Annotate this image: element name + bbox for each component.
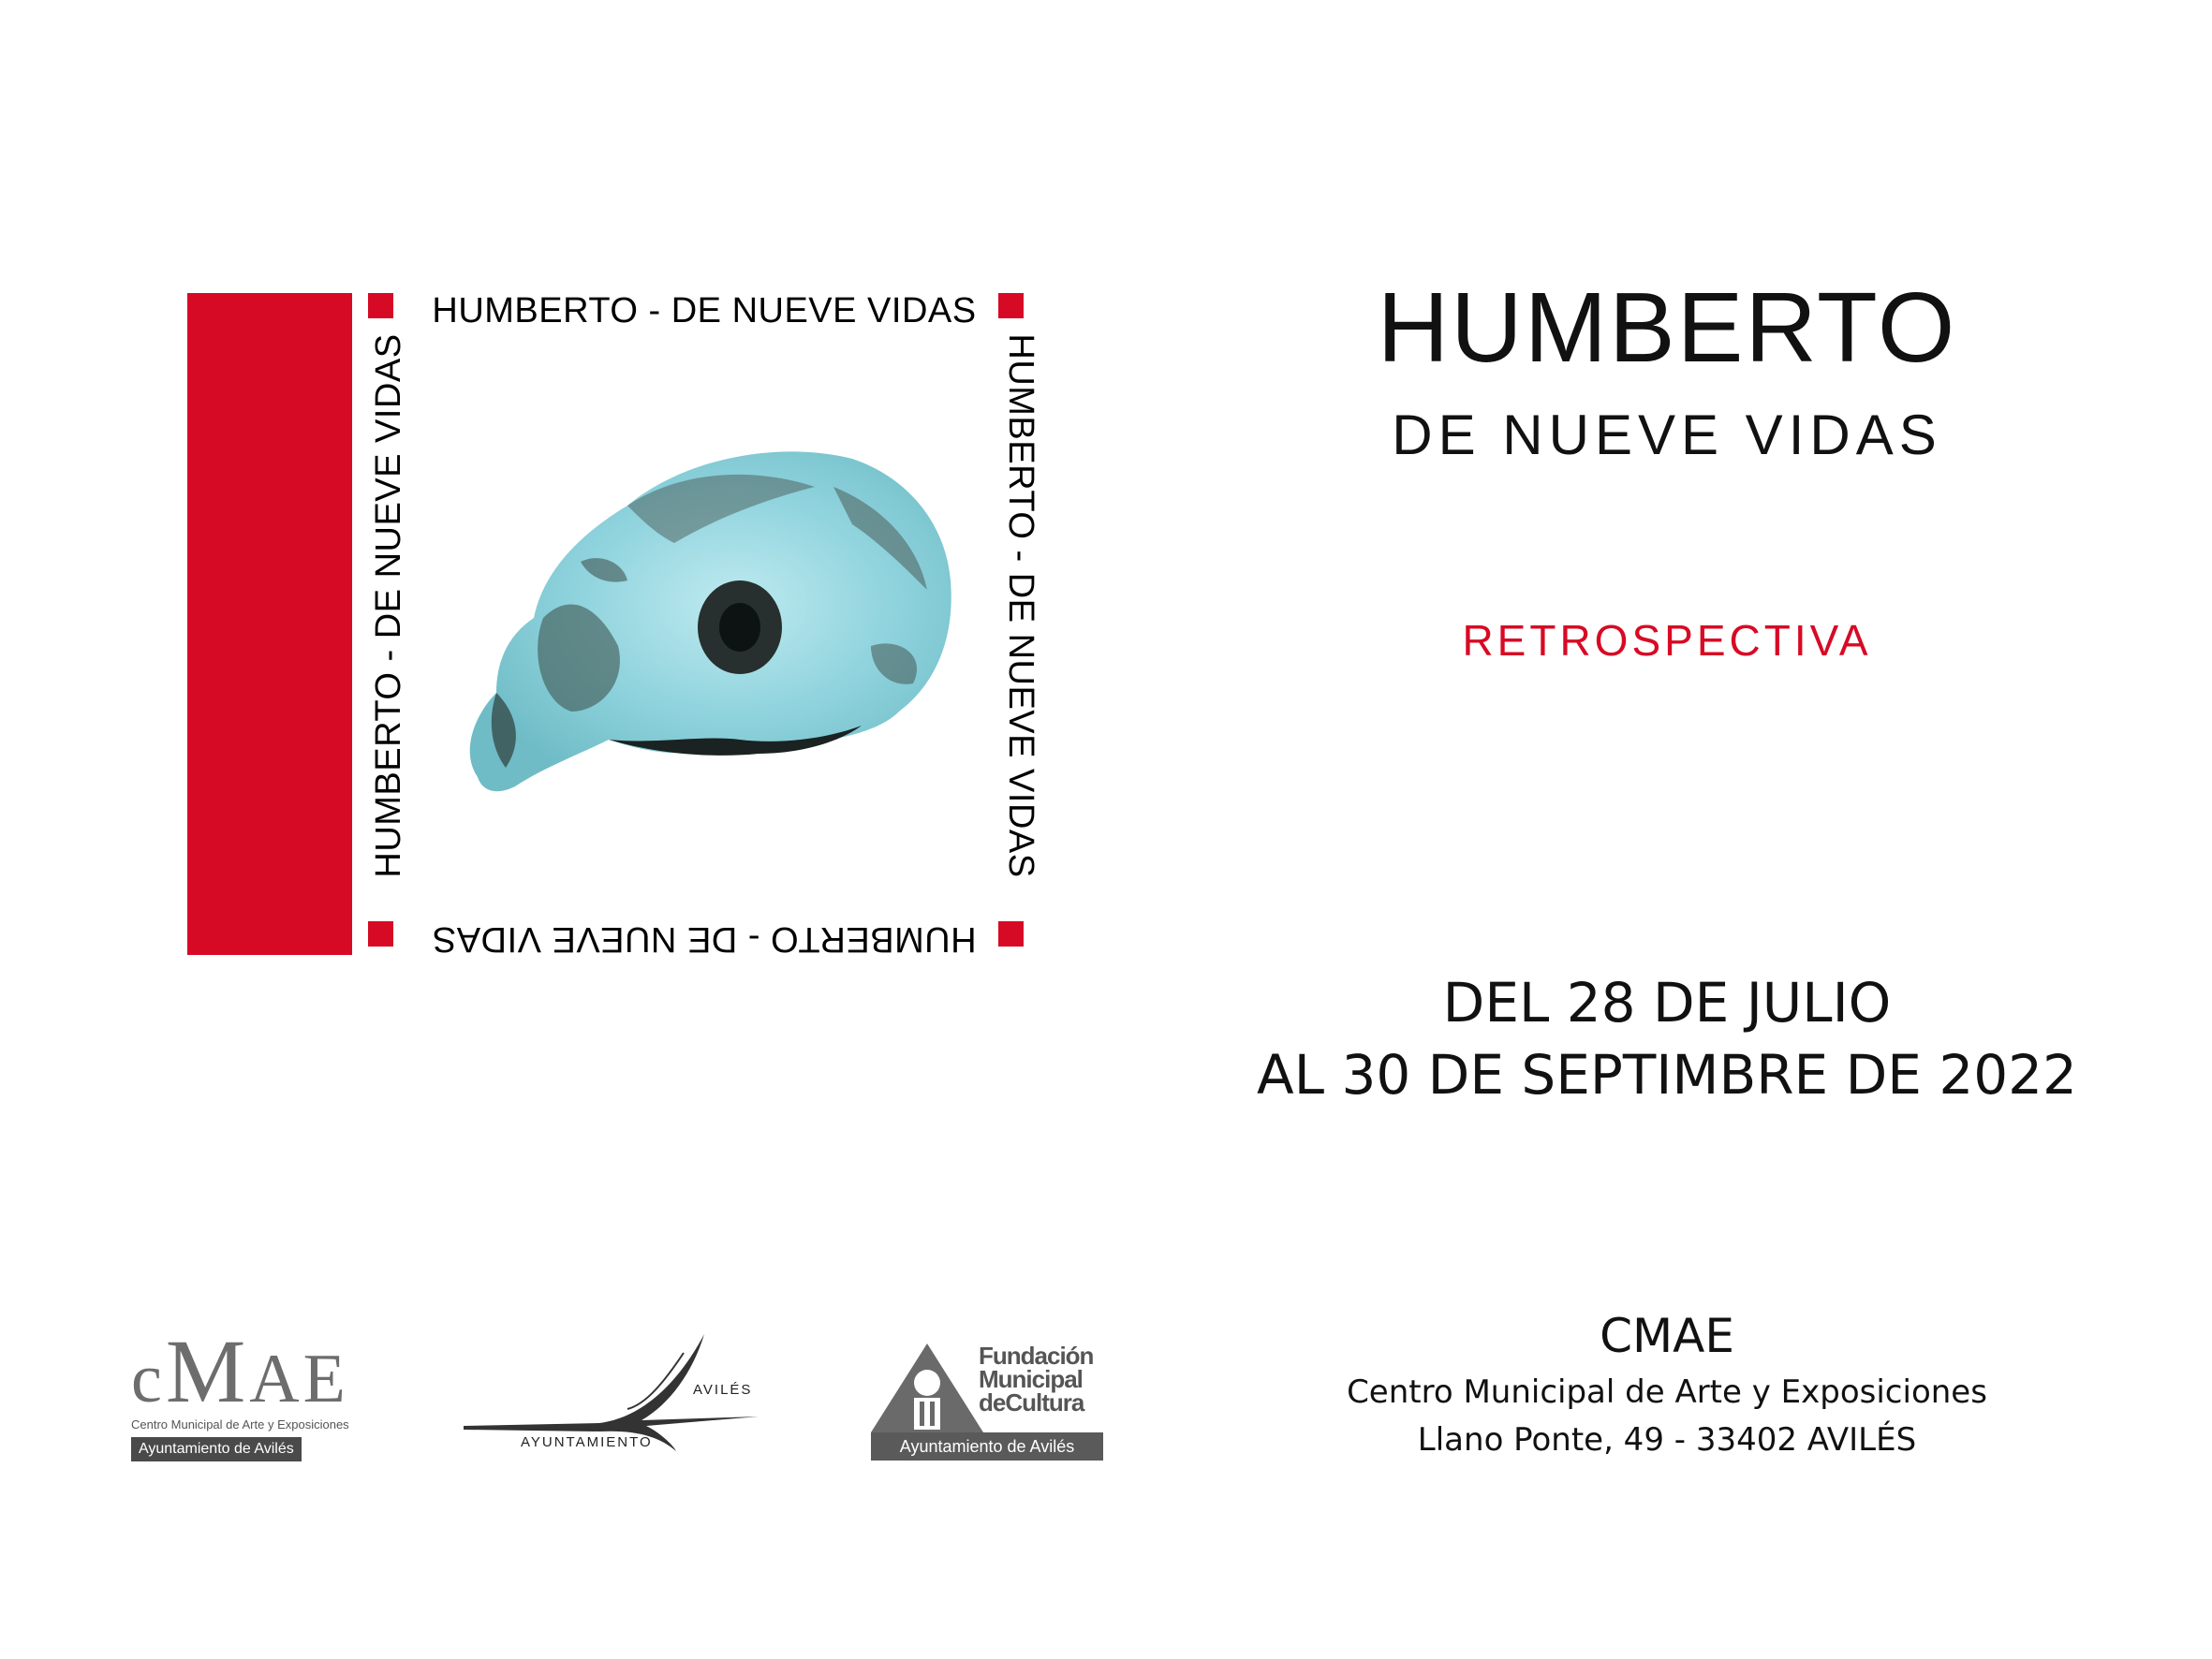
exhibition-subtitle: DE NUEVE VIDAS — [1392, 404, 1942, 466]
cmae-logo-ae: AE — [249, 1341, 349, 1417]
venue-address: Llano Ponte, 49 - 33402 AVILÉS — [1417, 1421, 1917, 1459]
cmae-logo-c: c — [131, 1341, 166, 1417]
exhibition-type: RETROSPECTIVA — [1462, 616, 1872, 665]
skull-painting — [440, 431, 965, 824]
ayuntamiento-city-label: AVILÉS — [693, 1382, 753, 1398]
cmae-logo-m: M — [165, 1321, 250, 1421]
date-line-start: DEL 28 DE JULIO — [1442, 971, 1892, 1035]
exhibition-title: HUMBERTO — [1377, 272, 1957, 383]
cmae-logo-bar: Ayuntamiento de Avilés — [131, 1437, 302, 1461]
cmae-logo-subtitle: Centro Municipal de Arte y Exposiciones — [131, 1417, 349, 1431]
fundacion-cultura-name: Fundación Municipal deCultura — [979, 1342, 1094, 1417]
cmae-logo — [131, 1321, 349, 1461]
venue-name: CMAE — [1600, 1309, 1734, 1363]
frame-text-top: HUMBERTO - DE NUEVE VIDAS — [432, 291, 977, 330]
cmae-logo-mark — [131, 1321, 349, 1421]
ayuntamiento-word-label: AYUNTAMIENTO — [521, 1434, 653, 1450]
red-accent-bar — [187, 293, 352, 955]
frame-text-left: HUMBERTO - DE NUEVE VIDAS — [369, 333, 408, 878]
fundacion-cultura-bar: Ayuntamiento de Avilés — [871, 1432, 1103, 1461]
corner-square-bottom-right — [998, 921, 1024, 947]
date-line-end: AL 30 DE SEPTIMBRE DE 2022 — [1257, 1043, 2077, 1107]
corner-square-bottom-left — [368, 921, 393, 947]
frame-text-right: HUMBERTO - DE NUEVE VIDAS — [1001, 333, 1040, 878]
frame-text-bottom: HUMBERTO - DE NUEVE VIDAS — [432, 919, 977, 959]
venue-full-name: Centro Municipal de Arte y Exposiciones — [1347, 1373, 1987, 1411]
